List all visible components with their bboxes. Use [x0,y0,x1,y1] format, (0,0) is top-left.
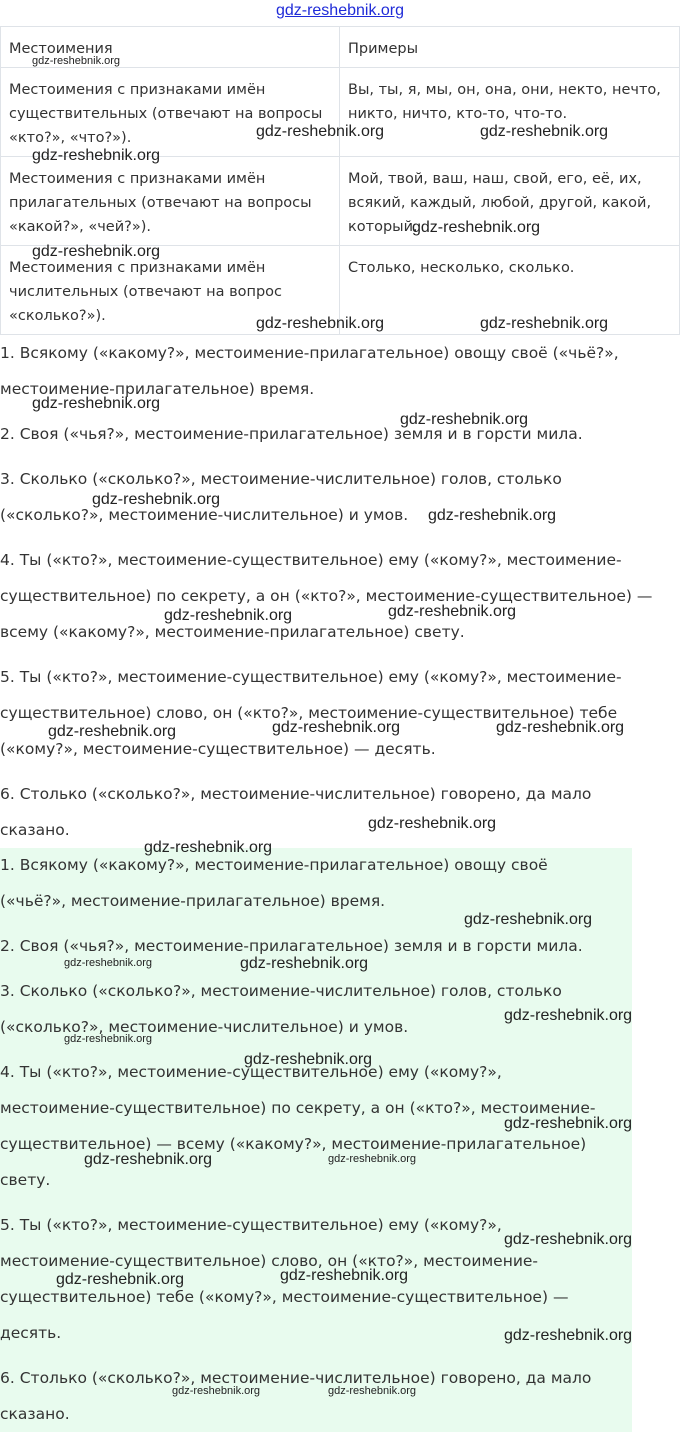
text-line: 5. Ты («кто?», местоимение-существительное) ему («кому?», местоимение- [0,668,622,686]
cell-line: числительных (отвечают на вопрос [9,284,283,300]
answer-line: («сколько?», местоимение-числительное) и умов. [0,1018,409,1036]
cell-line: существительных (отвечают на вопросы [9,106,323,122]
cell-line: всякий, каждый, любой, другой, какой, [348,195,652,211]
text-line: существительное) по секрету, а он («кто?», местоимение-существительное) — [0,587,653,605]
cell-line: который. [348,219,418,235]
answer-line: десять. [0,1324,62,1342]
watermark: gdz-reshebnik.org [164,607,293,624]
text-line: 1. Всякому («какому?», местоимение-прилагательное) овощу своё («чьё?», [0,344,619,362]
watermark: gdz-reshebnik.org [32,243,161,260]
cell-line: Мой, твой, ваш, наш, свой, его, её, их, [348,171,642,187]
watermark: gdz-reshebnik.org [504,1327,633,1344]
watermark: gdz-reshebnik.org [32,395,161,412]
text-line: всему («какому?», местоимение-прилагательное) свету. [0,623,465,641]
site-header-link[interactable]: gdz-reshebnik.org [275,2,405,19]
cell-line: Местоимения с признаками имён [9,82,266,98]
watermark: gdz-reshebnik.org [504,1231,633,1248]
answer-line: сказано. [0,1405,70,1423]
watermark: gdz-reshebnik.org [504,1115,633,1132]
text-line: 2. Своя («чья?», местоимение-прилагательное) земля и в горсти мила. [0,425,583,443]
watermark: gdz-reshebnik.org [144,839,273,856]
text-line: 4. Ты («кто?», местоимение-существительное) ему («кому?», местоимение- [0,551,622,569]
column-header-pronouns: Местоимения [1,27,340,68]
column-header-examples: Примеры [340,27,680,68]
watermark: gdz-reshebnik.org [496,719,625,736]
answer-line: свету. [0,1171,51,1189]
watermark: gdz-reshebnik.org [464,911,593,928]
cell-line: Столько, несколько, сколько. [348,260,575,276]
watermark: gdz-reshebnik.org [48,723,177,740]
answer-line: 3. Сколько («сколько?», местоимение-числительное) голов, столько [0,982,562,1000]
cell-line: «сколько?»). [9,308,106,324]
watermark: gdz-reshebnik.org [172,1385,261,1397]
examples-cell [340,68,680,157]
cell-line: «кто?», «что?»). [9,130,132,146]
cell-line: «какой?», «чей?»). [9,219,151,235]
watermark: gdz-reshebnik.org [412,219,541,236]
watermark: gdz-reshebnik.org [428,507,557,524]
watermark: gdz-reshebnik.org [92,491,221,508]
text-line: 3. Сколько («сколько?», местоимение-числительное) голов, столько [0,470,562,488]
cell-line: Вы, ты, я, мы, он, она, они, некто, нечто, [348,82,661,98]
answer-line: местоимение-существительное) слово, он («кто?», местоимение- [0,1252,539,1270]
watermark: gdz-reshebnik.org [32,55,121,67]
watermark: gdz-reshebnik.org [256,123,385,140]
answer-line: существительное) — всему («какому?», местоимение-прилагательное) [0,1135,587,1153]
watermark: gdz-reshebnik.org [64,1033,153,1045]
watermark: gdz-reshebnik.org [32,147,161,164]
text-line: местоимение-прилагательное) время. [0,380,315,398]
watermark: gdz-reshebnik.org [388,603,517,620]
watermark: gdz-reshebnik.org [256,315,385,332]
watermark: gdz-reshebnik.org [56,1271,185,1288]
answer-line: 1. Всякому («какому?», местоимение-прилагательное) овощу своё [0,856,548,874]
text-line: («сколько?», местоимение-числительное) и умов. [0,506,409,524]
watermark: gdz-reshebnik.org [240,955,369,972]
cell-line: Местоимения с признаками имён [9,171,266,187]
answer-line: 4. Ты («кто?», местоимение-существительное) ему («кому?», [0,1063,502,1081]
answer-line: («чьё?», местоимение-прилагательное) время. [0,892,386,910]
cell-line: Местоимения с признаками имён [9,260,266,276]
watermark: gdz-reshebnik.org [368,815,497,832]
text-line: сказано. [0,821,70,839]
watermark: gdz-reshebnik.org [244,1051,373,1068]
watermark: gdz-reshebnik.org [400,411,529,428]
pronoun-type-cell [1,157,340,246]
table-row [1,68,680,157]
text-line: существительное) слово, он («кто?», местоимение-существительное) тебе [0,704,618,722]
answer-line: местоимение-существительное) по секрету, а он («кто?», местоимение- [0,1099,596,1117]
text-line: («кому?», местоимение-существительное) — десять. [0,740,436,758]
text-line: 6. Столько («сколько?», местоимение-числительное) говорено, да мало [0,785,592,803]
answer-line: существительное) тебе («кому?», местоимение-существительное) — [0,1288,569,1306]
pronoun-table [0,26,680,335]
watermark: gdz-reshebnik.org [480,315,609,332]
cell-line: никто, ничто, кто-то, что-то. [348,106,568,122]
watermark: gdz-reshebnik.org [504,1007,633,1024]
answer-line: 6. Столько («сколько?», местоимение-числительное) говорено, да мало [0,1369,592,1387]
watermark: gdz-reshebnik.org [272,719,401,736]
answer-line: 5. Ты («кто?», местоимение-существительное) ему («кому?», [0,1216,502,1234]
table-row [1,157,680,246]
watermark: gdz-reshebnik.org [480,123,609,140]
cell-line: прилагательных (отвечают на вопросы [9,195,312,211]
pronoun-type-cell [1,68,340,157]
watermark: gdz-reshebnik.org [280,1267,409,1284]
watermark: gdz-reshebnik.org [328,1153,417,1165]
watermark: gdz-reshebnik.org [328,1385,417,1397]
answer-line: 2. Своя («чья?», местоимение-прилагательное) земля и в горсти мила. [0,937,583,955]
watermark: gdz-reshebnik.org [64,957,153,969]
watermark: gdz-reshebnik.org [84,1151,213,1168]
